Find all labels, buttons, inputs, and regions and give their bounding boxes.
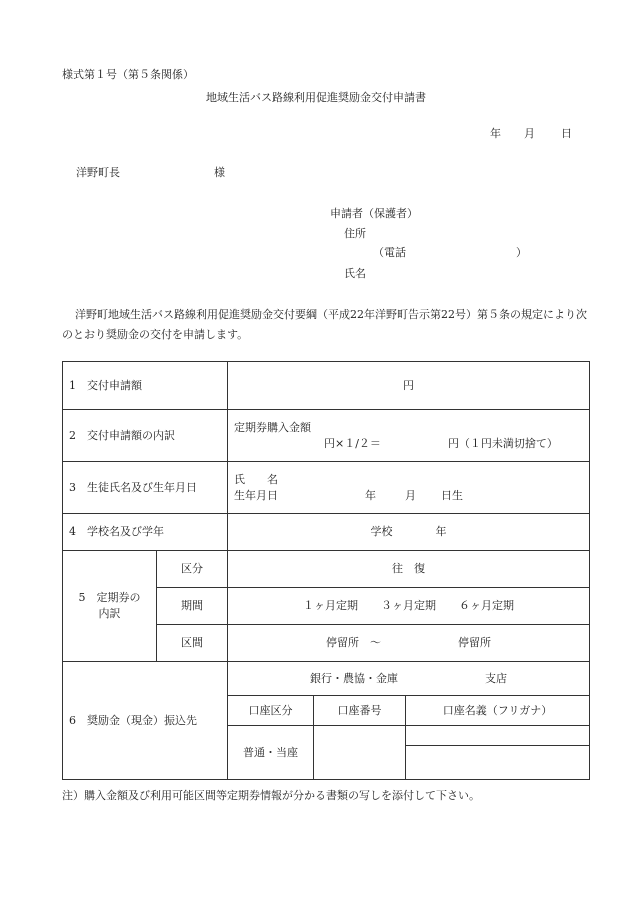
applicant-label: 申請者（保護者）	[330, 207, 418, 220]
bank-transfer-label: 6 奨励金（現金）振込先	[63, 662, 228, 780]
account-type-value[interactable]: 普通・当座	[228, 726, 314, 780]
pass-section-field[interactable]	[228, 625, 590, 662]
date-day-label: 日	[561, 127, 572, 140]
row-application-amount	[63, 362, 590, 410]
period-6-month-option[interactable]: ６ヶ月定期	[459, 599, 514, 612]
row-amount-breakdown	[63, 410, 590, 462]
from-stop-label: 停留所 ～	[326, 636, 381, 649]
application-amount-label: 1 交付申請額	[63, 362, 228, 410]
period-1-month-option[interactable]: １ヶ月定期	[303, 599, 358, 612]
pass-details-label	[63, 551, 157, 662]
pass-details-label-line1: 5 定期券の	[78, 591, 141, 604]
birth-month-label: 月	[405, 488, 416, 502]
document-title: 地域生活バス路線利用促進奨励金交付申請書	[206, 91, 426, 104]
account-type-header: 口座区分	[228, 696, 314, 726]
application-amount-field[interactable]	[228, 362, 590, 410]
phone-close-paren: ）	[516, 246, 527, 259]
date-year-label: 年	[490, 127, 501, 140]
student-name-label: 氏 名	[234, 472, 278, 486]
school-unit: 学校	[370, 525, 393, 538]
bank-name-field[interactable]	[228, 662, 590, 696]
birth-date-label: 生年月日	[234, 488, 278, 502]
row-bank	[63, 662, 590, 696]
addressee: 洋野町長	[76, 166, 120, 179]
to-stop-label: 停留所	[458, 636, 491, 649]
honorific: 様	[214, 166, 225, 179]
application-form-table	[62, 361, 590, 780]
date-month-label: 月	[524, 127, 535, 140]
amount-breakdown-label: 2 交付申請額の内訳	[63, 410, 228, 462]
school-field[interactable]	[228, 514, 590, 551]
grade-unit: 年	[435, 525, 447, 538]
account-number-header: 口座番号	[314, 696, 406, 726]
branch-label: 支店	[485, 671, 507, 685]
amount-breakdown-field[interactable]	[228, 410, 590, 462]
account-name-field[interactable]	[406, 746, 590, 780]
student-info-label: 3 生徒氏名及び生年月日	[63, 462, 228, 514]
pass-period-label: 期間	[157, 588, 228, 625]
bank-type-label: 銀行・農協・金庫	[310, 671, 398, 685]
pass-type-value[interactable]: 往 復	[228, 551, 590, 588]
pass-type-label: 区分	[157, 551, 228, 588]
attachment-note: 注）購入金額及び利用可能区間等定期券情報が分かる書類の写しを添付して下さい。	[62, 789, 480, 802]
address-label: 住所	[344, 227, 366, 240]
application-statement: 洋野町地域生活バス路線利用促進奨励金交付要綱（平成22年洋野町告示第22号）第５条の規定により次のとおり奨励金の交付を申請します。	[62, 308, 587, 341]
birth-day-label: 日生	[441, 488, 463, 502]
account-number-field[interactable]	[314, 726, 406, 780]
phone-label: （電話	[373, 246, 406, 259]
period-3-month-option[interactable]: ３ヶ月定期	[381, 599, 436, 612]
school-label: 4 学校名及び学年	[63, 514, 228, 551]
student-info-field[interactable]	[228, 462, 590, 514]
birth-year-label: 年	[365, 488, 376, 502]
form-number: 様式第１号（第５条関係）	[62, 68, 194, 81]
name-label: 氏名	[344, 267, 366, 280]
row-school	[63, 514, 590, 551]
half-formula: 円×１/２＝	[324, 436, 381, 450]
pass-purchase-amount-label: 定期券購入金額	[234, 420, 311, 434]
pass-section-label: 区間	[157, 625, 228, 662]
pass-period-options	[228, 588, 590, 625]
account-name-header: 口座名義（フリガナ）	[406, 696, 590, 726]
row-pass-type	[63, 551, 590, 588]
rounding-note: 円（１円未満切捨て）	[447, 436, 558, 450]
row-student-info	[63, 462, 590, 514]
yen-unit: 円	[403, 378, 414, 392]
account-name-kana-field[interactable]	[406, 726, 590, 746]
pass-details-label-line2: 内訳	[98, 607, 121, 620]
